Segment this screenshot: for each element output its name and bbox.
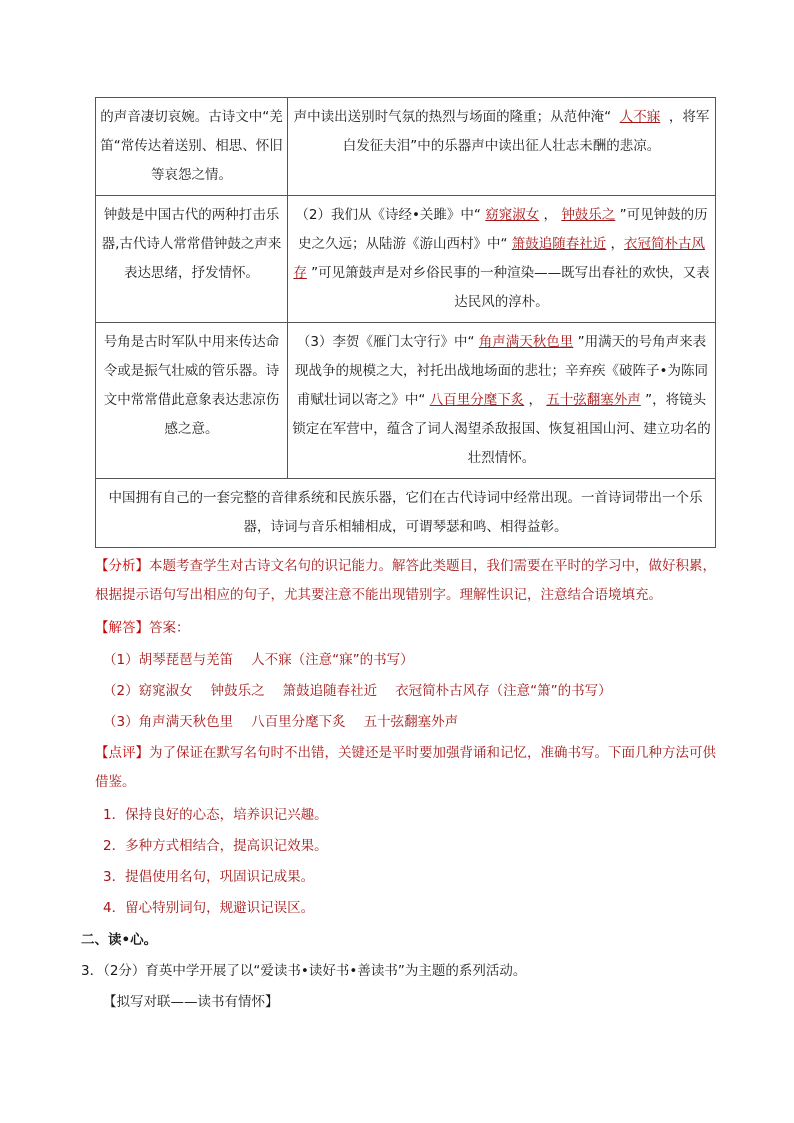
answer-blank: 箫鼓追随春社近 bbox=[511, 236, 607, 252]
instrument-description: 号角是古时军队中用来传达命令或是振气壮威的管乐器。诗文中常常借此意象表达悲凉伤感之意。 bbox=[96, 323, 288, 479]
answer-line-3: （3）角声满天秋色里 八百里分麾下炙 五十弦翻塞外声 bbox=[103, 714, 459, 730]
tip-item: 2．多种方式相结合，提高识记效果。 bbox=[103, 838, 328, 854]
sub-heading: 【拟写对联——读书有情怀】 bbox=[103, 994, 279, 1010]
table-row bbox=[96, 98, 716, 196]
answer-blank: 人不寐 bbox=[619, 109, 661, 125]
answer-blank: 钟鼓乐之 bbox=[561, 207, 616, 223]
table-row bbox=[96, 479, 716, 548]
answer-line-1: （1）胡琴琵琶与羌笛 人不寐（注意“寐”的书写） bbox=[103, 652, 414, 668]
answer-blank: 五十弦翻塞外声 bbox=[546, 392, 641, 408]
instrument-description: 钟鼓是中国古代的两种打击乐器,古代诗人常常借钟鼓之声来表达思绪，抒发情怀。 bbox=[96, 196, 288, 323]
table-row bbox=[96, 323, 716, 479]
answer-blank: 衣冠简朴古风存 bbox=[293, 236, 706, 281]
fill-in-cell: 声中读出送别时气氛的热烈与场面的隆重；从范仲淹“ 人不寐 ，将军白发征夫泪”中的乐器声中读出征人壮志未酬的悲凉。 bbox=[288, 98, 716, 196]
answer-blank: 八百里分麾下炙 bbox=[429, 392, 525, 408]
table-summary: 中国拥有自己的一套完整的音律系统和民族乐器，它们在古代诗词中经常出现。一首诗词带出一个乐器，诗词与音乐相辅相成，可谓琴瑟和鸣、相得益彰。 bbox=[96, 479, 716, 548]
fill-in-cell: （2）我们从《诗经•关雎》中“ 窈窕淑女 ， 钟鼓乐之 ”可见钟鼓的历史之久远；从陆游《游山西村》中“ 箫鼓追随春社近 ，衣冠简朴古风存 ”可见箫鼓声是对乡俗民事的一种渲染——既写出春社的欢快，又表达民风的淳朴。 bbox=[288, 196, 716, 323]
question-3: 3．（2分）育英中学开展了以“爱读书•读好书•善读书”为主题的系列活动。 bbox=[81, 963, 527, 979]
comment-label: 【点评】 bbox=[95, 745, 149, 761]
analysis-label: 【分析】 bbox=[95, 558, 149, 574]
tip-item: 4．留心特别词句，规避识记误区。 bbox=[103, 900, 315, 916]
fill-in-cell: （3）李贺《雁门太守行》中“ 角声满天秋色里 ”用满天的号角声来表现战争的规模之大，衬托出战地场面的悲壮；辛弃疾《破阵子•为陈同甫赋壮词以寄之》中“ 八百里分麾下炙 ， 五十弦翻塞外声 ”，将镜头锁定在军营中，蕴含了词人渴望杀敌报国、恢复祖国山河、建立功名的壮烈情怀。 bbox=[288, 323, 716, 479]
tip-item: 1．保持良好的心态，培养识记兴趣。 bbox=[103, 807, 328, 823]
section-heading: 二、读•心。 bbox=[81, 932, 158, 948]
table-row bbox=[96, 196, 716, 323]
answer-heading: 【解答】答案： bbox=[95, 620, 190, 636]
answer-line-2: （2）窈窕淑女 钟鼓乐之 箫鼓追随春社近 衣冠简朴古风存（注意“箫”的书写） bbox=[103, 683, 612, 699]
answer-blank: 窈窕淑女 bbox=[485, 207, 540, 223]
analysis-paragraph: 【分析】本题考查学生对古诗文名句的识记能力。解答此类题目，我们需要在平时的学习中，做好积累，根据提示语句写出相应的句子，尤其要注意不能出现错别字。理解性识记，注意结合语境填充。 bbox=[95, 558, 716, 603]
answer-blank: 角声满天秋色里 bbox=[478, 334, 574, 350]
comment-paragraph: 【点评】为了保证在默写名句时不出错，关键还是平时要加强背诵和记忆，准确书写。下面几种方法可供借鉴。 bbox=[95, 745, 716, 790]
poetry-instrument-table bbox=[95, 97, 716, 548]
tip-item: 3．提倡使用名句，巩固识记成果。 bbox=[103, 869, 315, 885]
instrument-description: 的声音凄切哀婉。古诗文中“羌笛“常传达着送别、相思、怀旧等哀怨之情。 bbox=[96, 98, 288, 196]
